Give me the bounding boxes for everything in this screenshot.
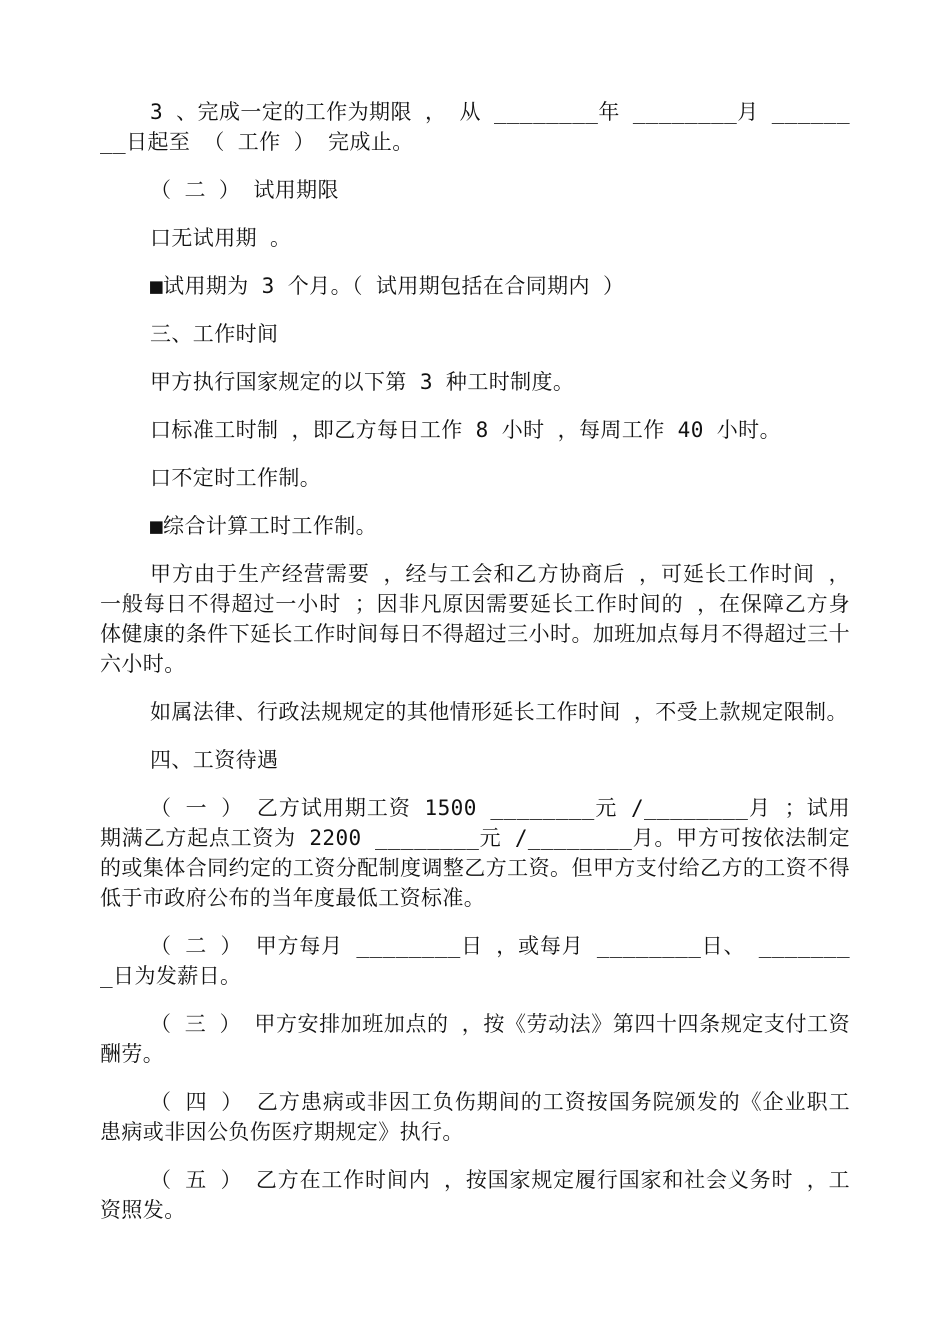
paragraph-overtime-pay: （ 三 ） 甲方安排加班加点的 ，按《劳动法》第四十四条规定支付工资酬劳。: [100, 1012, 850, 1066]
paragraph-overtime-limits: 甲方由于生产经营需要 ，经与工会和乙方协商后 ，可延长工作时间 ，一般每日不得超过一小时 ；因非凡原因需要延长工作时间的 ，在保障乙方身体健康的条件下延长工作时间每日不得超过三小时。加班加点每月不得超过三十六小时。: [100, 562, 850, 676]
paragraph-wage-amounts: （ 一 ） 乙方试用期工资 1500 ________元 /________月 ；试用期满乙方起点工资为 2200 ________元 /________月。甲方可按依法制定的或集体合同约定的工资分配制度调整乙方工资。但甲方支付给乙方的工资不得低于市政府公布的当年度最低工资标准。: [100, 796, 850, 910]
paragraph-civic-duty-pay: （ 五 ） 乙方在工作时间内 ，按国家规定履行国家和社会义务时 ，工资照发。: [100, 1168, 850, 1222]
paragraph-completion-term: 3 、完成一定的工作为期限 ， 从 ________年 ________月 ________日起至 （ 工作 ） 完成止。: [100, 100, 850, 154]
heading-working-hours: 三、工作时间: [150, 322, 279, 346]
heading-wages: 四、工资待遇: [150, 748, 279, 772]
document-page: [100, 97, 850, 1243]
paragraph-sick-leave-pay: （ 四 ） 乙方患病或非因工负伤期间的工资按国务院颁发的《企业职工患病或非因公负伤医疗期规定》执行。: [100, 1090, 850, 1144]
option-flexible-hours: 口不定时工作制。: [150, 466, 322, 490]
paragraph-payday: （ 二 ） 甲方每月 ________日 ，或每月 ________日、 ________日为发薪日。: [100, 934, 850, 988]
option-probation-3-months: ■试用期为 3 个月。（ 试用期包括在合同期内 ）: [150, 274, 625, 298]
option-comprehensive-hours: ■综合计算工时工作制。: [150, 514, 378, 538]
option-no-probation: 口无试用期 。: [150, 226, 292, 250]
paragraph-legal-exceptions: 如属法律、行政法规规定的其他情形延长工作时间 ，不受上款规定限制。: [150, 700, 848, 724]
heading-probation-period: （ 二 ） 试用期限: [150, 178, 339, 202]
option-standard-hours: 口标准工时制 ，即乙方每日工作 8 小时 ，每周工作 40 小时。: [150, 418, 781, 442]
paragraph-hour-system: 甲方执行国家规定的以下第 3 种工时制度。: [150, 370, 575, 394]
